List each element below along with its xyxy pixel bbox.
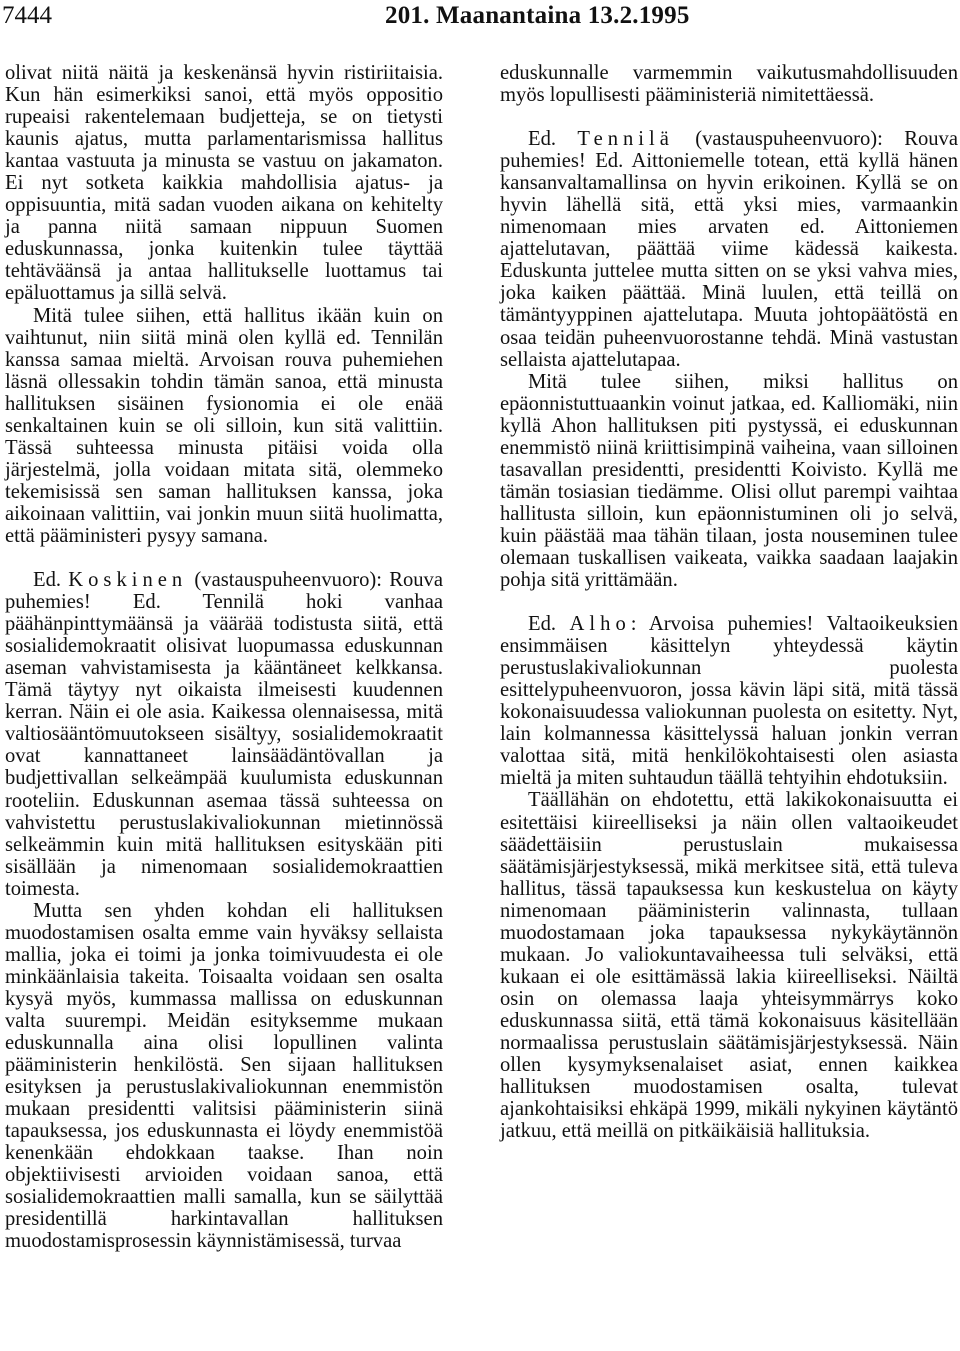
speech-text: (vastauspuheenvuoro): Rouva puhemies! Ed. Tennilä hoki vanhaa päähänpinttymäänsä ja väärää todistusta siitä, että sosialidemokraatit olisivat luopumassa eduskunnan aseman vahvistamisesta ja kääntäneet kelkkansa. Tämä täytyy nyt oikaista ilmeisesti kuudennen kerran. Näin ei ole asia. Kaikessa olennaisessa, mitä valtiosääntömuutokseen sisältyy, sosialidemokraatit ovat kannattaneet lainsäädäntövallan ja budjettivallan selkeämpää kuulumista eduskunnan rooteliin. Eduskunnan asemaa tässä suhteessa on vahvistettu perustuslakivaliokunnan mietinnössä selkeämmin kuin mitä hallituksen esityskään piti sisällään ja nimenomaan sosialidemokraattien toimesta.	[5, 569, 443, 900]
speaker-name: Tennilä	[577, 128, 674, 151]
speaker-name: Alho	[569, 613, 631, 636]
left-column	[5, 62, 443, 1252]
speaker-prefix: Ed.	[33, 569, 69, 592]
speech-text: : Arvoisa puhemies! Valtaoikeuksien ensimmäisen käsittelyn yhteydessä käytin perustuslakivaliokunnan puolesta esittelypuheenvuoron, jossa kävin läpi sitä, mitä tässä kokonaisuudessa valiokunnan puolesta on esitetty. Nyt, lain kolmannessa käsittelyssä haluan jonkin verran valottaa sitä, mitä henkilökohtaisesti olen asiasta mieltä ja miten suhtaudun täällä tehtyihin ehdotuksiin.	[500, 613, 958, 790]
speech-text: (vastauspuheenvuoro): Rouva puhemies! Ed. Aittoniemelle totean, että kyllä hänen kansanvaltamallinsa on hyvin erikoinen. Kyllä se on hyvin lähellä sitä, että yksi mies, varmaankin nimenomaan mies arvaten ed. Aittoniemen ajattelutavan, päättää viime kädessä kaikesta. Eduskunta juttelee mutta sitten on se yksi vahva mies, joka kaiken päättää. Minä luulen, että teillä on tämäntyyppinen ajattelutapa. Muuta johtopäätöstä en osaa teidän puheenvuorostanne tehdä. Minä vastustan sellaista ajattelutapaa.	[500, 128, 958, 371]
speaker-paragraph	[5, 569, 443, 900]
speaker-paragraph	[500, 128, 958, 371]
speaker-prefix: Ed.	[528, 128, 578, 151]
paragraph: Mitä tulee siihen, miksi hallitus on epäonnistuttuaankin voinut jatkaa, ed. Kalliomäki, niin kyllä Ahon hallituksen piti pystyssä, ei eduskunnan enemmistö niinä kriittisimpinä vaiheina, vaan silloinen tasavallan presidentti, presidentti Koivisto. Kyllä me tämän tosiasian tiedämme. Olisi ollut parempi vaihtaa hallitusta silloin, kun epäonnistuminen oli jo selvä, kuin päästää maa tähän tilaan, josta nouseminen tulee olemaan tuskallisen vaikeata, vaikka saadaan laajakin pohja sitä yrittämään.	[500, 370, 958, 592]
speaker-paragraph	[500, 613, 958, 789]
page-number: 7444	[2, 2, 52, 29]
session-info: 201. Maanantaina 13.2.1995	[385, 2, 690, 29]
paragraph: Täällähän on ehdotettu, että lakikokonaisuutta ei esitettäisi kiireelliseksi ja näin ollen valtaoikeudet säädettäisiin perustuslain mukaisessa säätämisjärjestyksessä, mikä merkitsee sitä, että tuleva hallitus, tässä tapauksessa kun keskustelua on käyty nimenomaan pääministerin valinnasta, tullaan muodostamaan joka tapauksessa nykykäytännön mukaan. Jo valiokuntavaiheessa tuli selväksi, että kukaan ei ole esittämässä lakia kiireelliseksi. Näiltä osin on olemassa laaja yhteisymmärrys koko eduskunnassa siitä, että tämä kokonaisuus käsitellään normaalissa perustuslain säätämisjärjestyksessä. Näin ollen kysymyksenalaiset asiat, ennen kaikkea hallituksen muodostamisen osalta, tulevat ajankohtaisiksi ehkäpä 1999, mikäli nykyinen käytäntö jatkuu, että meillä on pitkäikäisiä hallituksia.	[500, 789, 958, 1143]
paragraph: eduskunnalle varmemmin vaikutusmahdollisuuden myös lopullisesti pääministeriä nimitettäessä.	[500, 62, 958, 107]
page-header	[0, 0, 960, 40]
paragraph: Mitä tulee siihen, että hallitus ikään kuin on vaihtunut, niin siitä minä olen kyllä ed. Tennilän kanssa samaa mieltä. Arvoisan rouva puhemiehen läsnä ollessakin tohdin tämän sanoa, että minusta hallituksen sisäinen fysionomia ei ole enää senkaltainen kuin se oli silloin, kun sitä valittiin. Tässä suhteessa minusta pitäisi voida olla järjestelmä, jolla voidaan mitata sitä, olemmeko tekemisissä sen saman hallituksen kanssa, joka aikoinaan valittiin, vai jonkin muun siitä huolimatta, että pääministeri pysyy samana.	[5, 304, 443, 547]
paragraph: Mutta sen yhden kohdan eli hallituksen muodostamisen osalta emme vain hyväksy sellaista mallia, joka ei toimi ja jonka toimivuudesta ei ole minkäänlaisia takeita. Toisaalta voidaan sen osalta kysyä myös, kummassa mallissa on eduskunnan valta suurempi. Meidän esityksemme mukaan eduskunnalla aina olisi lopullinen valinta pääministerin henkilöstä. Sen sijaan hallituksen esityksen ja perustuslakivaliokunnan enemmistön mukaan presidentti valitsisi pääministerin siinä tapauksessa, jos eduskunnasta ei löydy enemmistöä kenenkään ehdokkaan taakse. Ihan noin objektiivisesti arvioiden voidaan sanoa, että sosialidemokraattien malli samalla, kun se säilyttää presidentillä harkintavallan hallituksen muodostamisprosessin käynnistämisessä, turvaa	[5, 899, 443, 1253]
speaker-prefix: Ed.	[528, 613, 570, 636]
speaker-name: Koskinen	[68, 569, 188, 592]
paragraph: olivat niitä näitä ja keskenänsä hyvin ristiriitaisia. Kun hän esimerkiksi sanoi, että myös oppositio rupeaisi rakentelemaan budjetteja, se on tietysti kaunis ajatus, mutta parlamentarismissa hallitus kantaa vastuuta ja minusta se vastuu on jakamaton. Ei nyt sotketa kaikkia mahdollisia ajatus- ja oppisuuntia, mitä sadan vuoden aikana on kehitelty ja panna niitä samaan nippuun Suomen eduskunnassa, jonka kuitenkin tulee täyttää tehtäväänsä ja antaa hallitukselle luottamus tai epäluottamus ja sillä selvä.	[5, 62, 443, 305]
right-column	[500, 62, 958, 1142]
